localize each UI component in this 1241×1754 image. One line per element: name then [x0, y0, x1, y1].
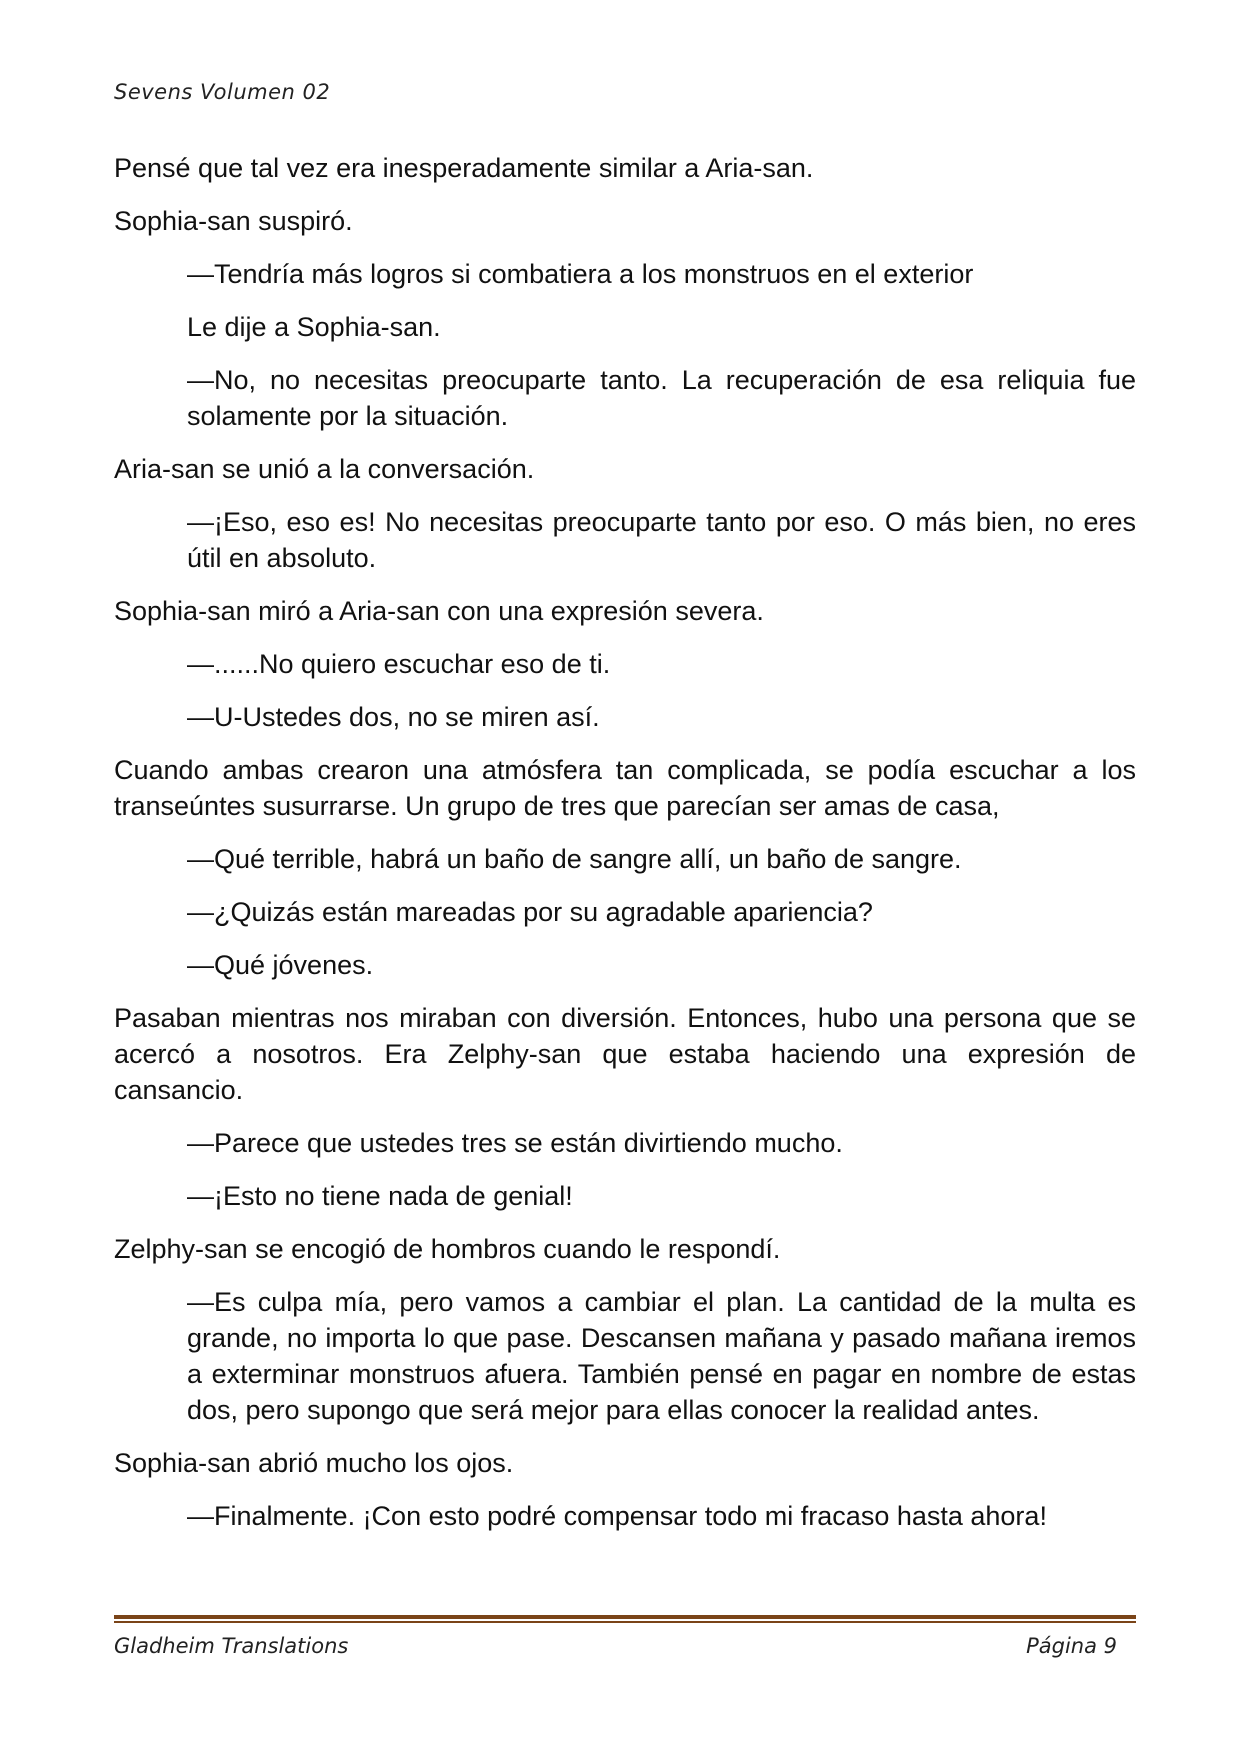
paragraph: —Qué jóvenes.: [187, 950, 374, 980]
running-header: Sevens Volumen 02: [114, 80, 331, 104]
paragraph: Sophia-san suspiró.: [114, 206, 353, 236]
paragraph: —Qué terrible, habrá un baño de sangre allí, un baño de sangre.: [187, 844, 962, 874]
paragraph: Pasaban mientras nos miraban con diversión. Entonces, hubo una persona que se acercó a nosotros. Era Zelphy-san que estaba haciendo una expresión de cansancio.: [114, 1003, 1136, 1105]
paragraph: Le dije a Sophia-san.: [187, 312, 441, 342]
paragraph: Sophia-san miró a Aria-san con una expresión severa.: [114, 596, 764, 626]
paragraph: —U-Ustedes dos, no se miren así.: [187, 702, 600, 732]
paragraph: —Finalmente. ¡Con esto podré compensar todo mi fracaso hasta ahora!: [187, 1501, 1047, 1531]
paragraph: —¡Esto no tiene nada de genial!: [187, 1181, 573, 1211]
paragraph: Pensé que tal vez era inesperadamente similar a Aria-san.: [114, 153, 814, 183]
paragraph: —Tendría más logros si combatiera a los monstruos en el exterior: [187, 259, 974, 289]
paragraph: —......No quiero escuchar eso de ti.: [187, 649, 611, 679]
body-text: [114, 150, 1136, 1551]
footer-divider: [114, 1615, 1136, 1623]
paragraph: —¡Eso, eso es! No necesitas preocuparte tanto por eso. O más bien, no eres útil en absoluto.: [187, 507, 1136, 573]
page-number: Página 9: [1026, 1634, 1117, 1658]
paragraph: —No, no necesitas preocuparte tanto. La recuperación de esa reliquia fue solamente por la situación.: [187, 365, 1136, 431]
paragraph: Sophia-san abrió mucho los ojos.: [114, 1448, 514, 1478]
paragraph: —Parece que ustedes tres se están divirtiendo mucho.: [187, 1128, 843, 1158]
footer-divider-thin: [114, 1621, 1136, 1623]
paragraph: Zelphy-san se encogió de hombros cuando le respondí.: [114, 1234, 781, 1264]
footer-divider-thick: [114, 1615, 1136, 1619]
paragraph: —¿Quizás están mareadas por su agradable apariencia?: [187, 897, 873, 927]
paragraph: —Es culpa mía, pero vamos a cambiar el plan. La cantidad de la multa es grande, no importa lo que pase. Descansen mañana y pasado mañana iremos a exterminar monstruos afuera. También pensé en pagar en nombre de estas dos, pero supongo que será mejor para ellas conocer la realidad antes.: [187, 1287, 1136, 1425]
paragraph: Aria-san se unió a la conversación.: [114, 454, 535, 484]
paragraph: Cuando ambas crearon una atmósfera tan complicada, se podía escuchar a los transeúntes susurrarse. Un grupo de tres que parecían ser amas de casa,: [114, 755, 1136, 821]
footer-publisher: Gladheim Translations: [114, 1634, 349, 1658]
